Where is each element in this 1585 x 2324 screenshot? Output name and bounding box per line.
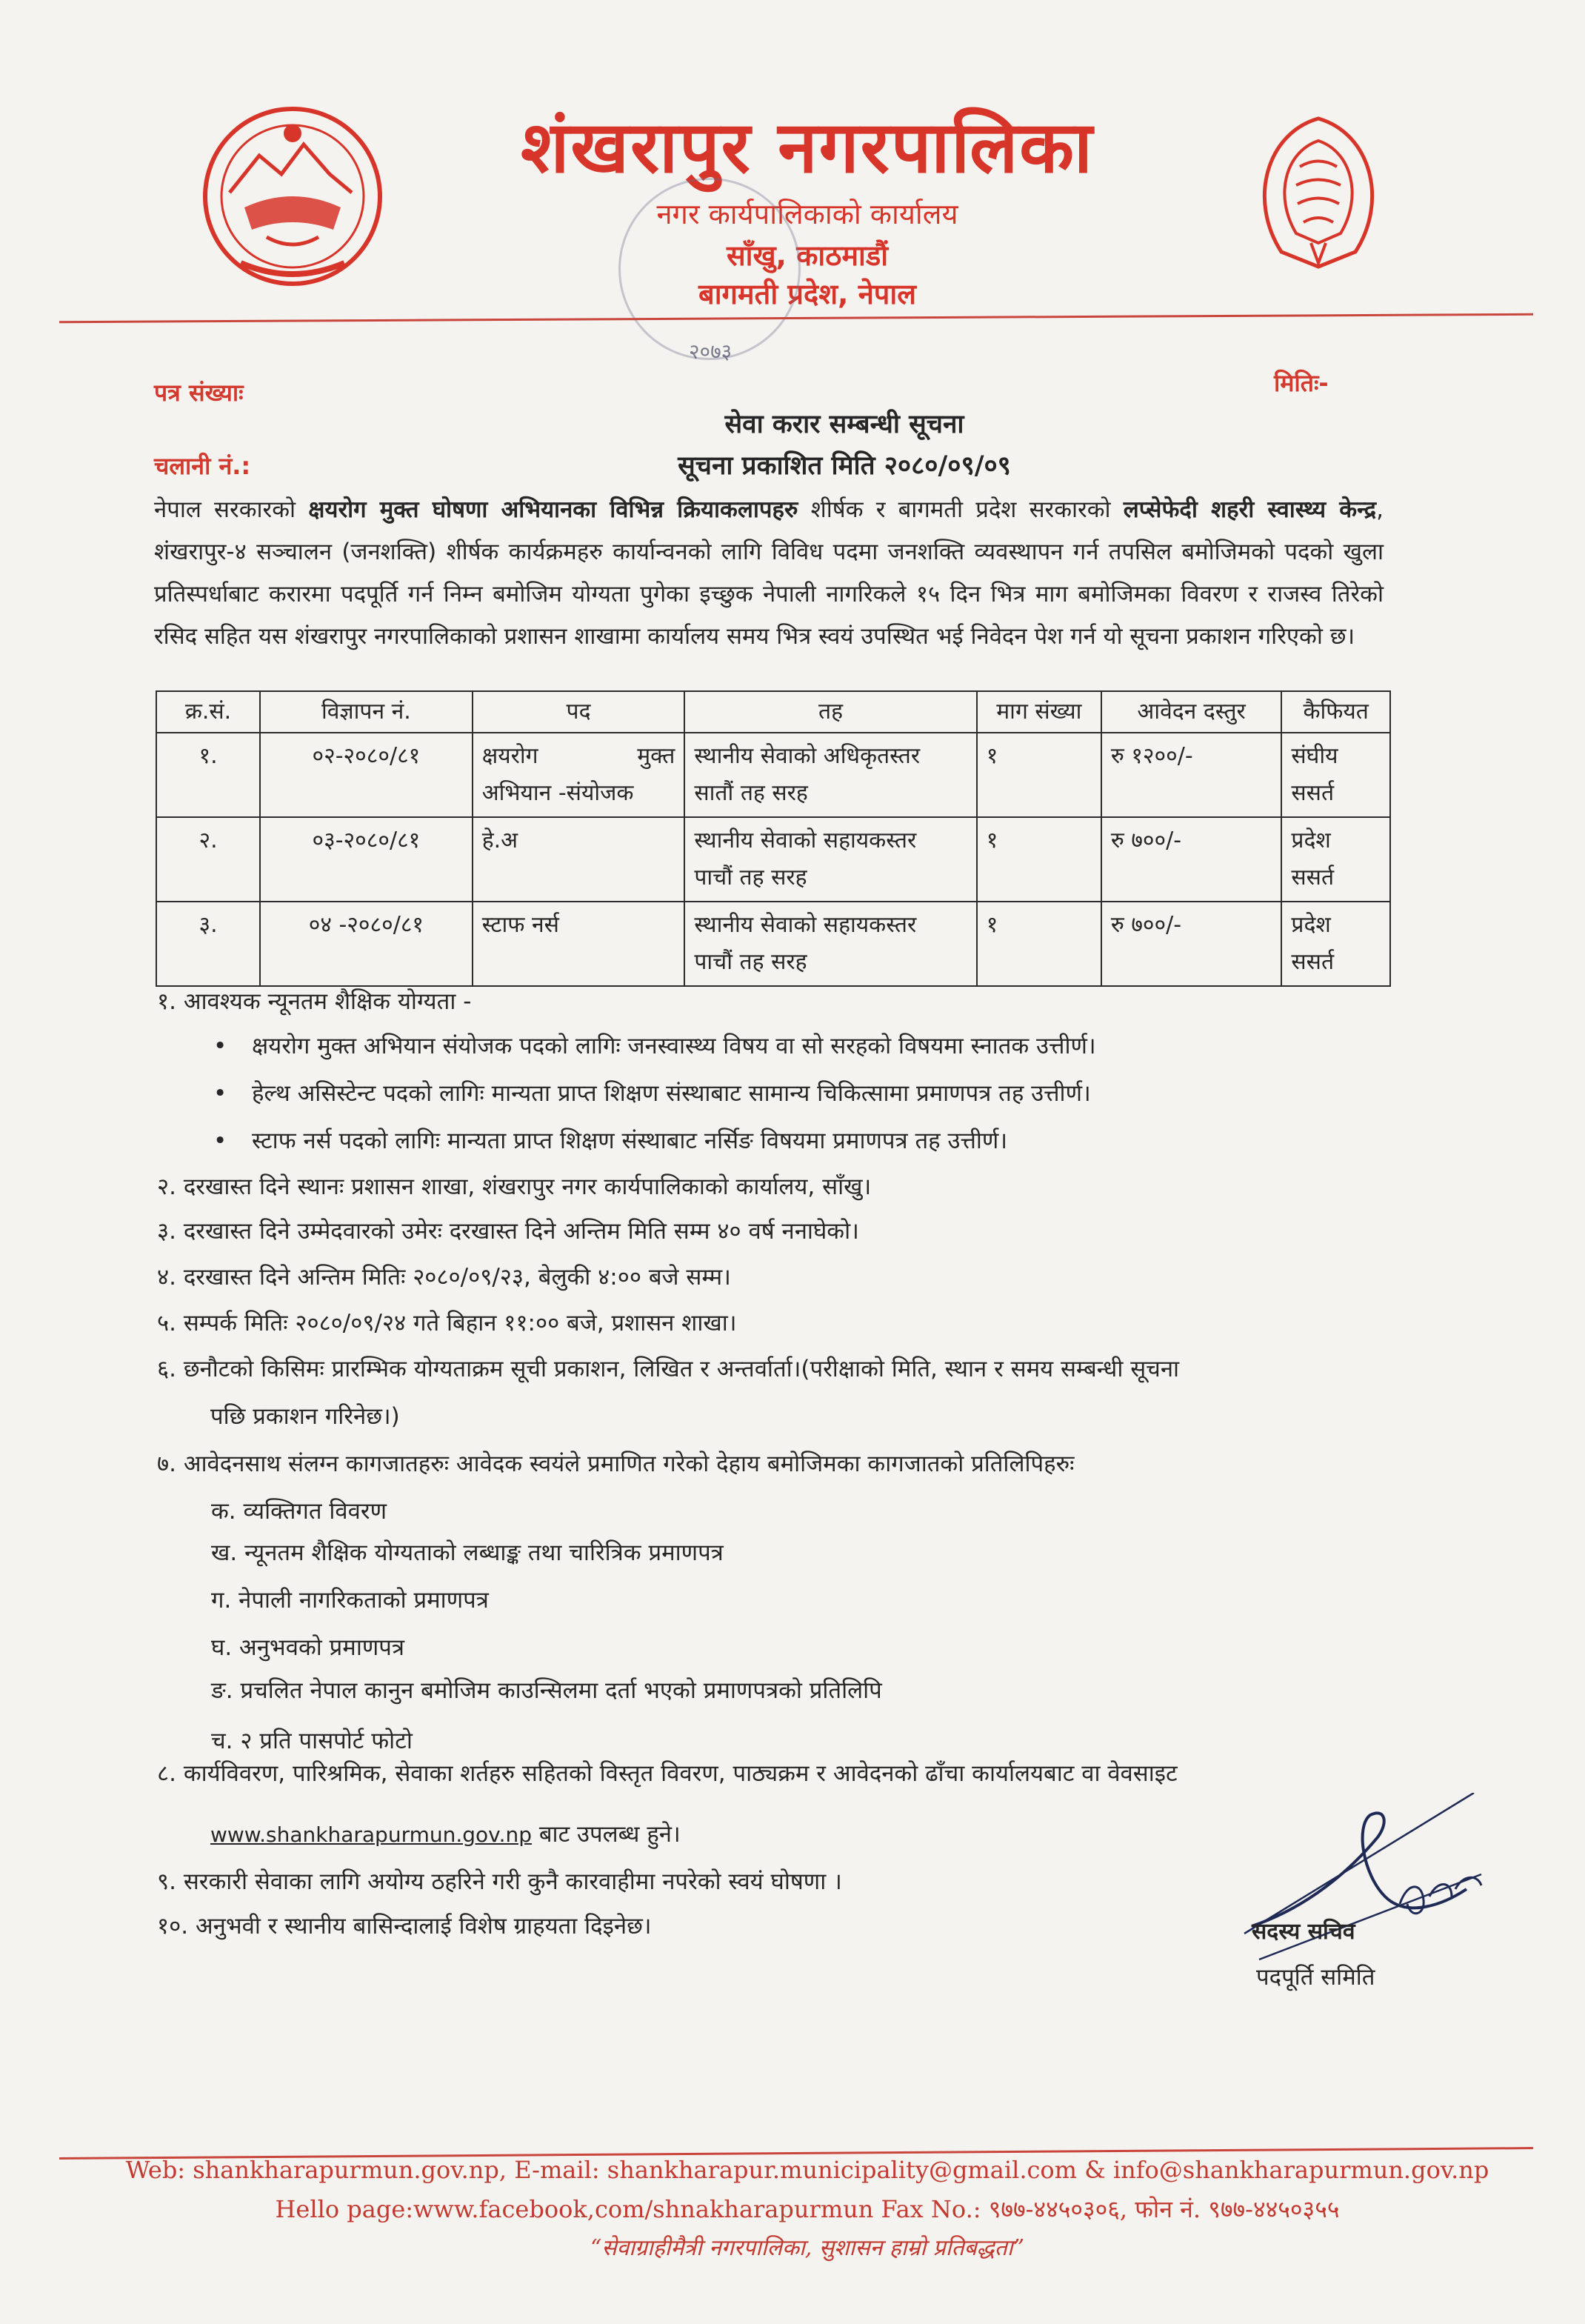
qualification-bullet: • स्टाफ नर्स पदको लागिः मान्यता प्राप्त शिक्षण संस्थाबाट नर्सिङ विषयमा प्रमाणपत्र तह उत्तीर्ण।	[252, 1119, 1407, 1163]
col-header-remarks: कैफियत	[1281, 691, 1390, 733]
remark-line: ससर्त	[1291, 780, 1335, 806]
cell-remarks	[1281, 733, 1390, 817]
footer-contact: Web: shankharapurmun.gov.np, E-mail: shankharapur.municipality@gmail.com & info@shankharapurmun.gov.np	[125, 2156, 1489, 2184]
level-line: पाचौं तह सरह	[694, 865, 807, 890]
cell-level	[684, 733, 976, 817]
cell-post	[473, 733, 685, 817]
list-item-declaration: ९. सरकारी सेवाका लागि अयोग्य ठहरिने गरी कुनै कारवाहीमा नपरेको स्वयं घोषणा ।	[157, 1868, 842, 1895]
list-item-selection: ६. छनौटको किसिमः प्रारम्भिक योग्यताक्रम सूची प्रकाशन, लिखित र अन्तर्वार्ता।(परीक्षाको मिति, स्थान र समय सम्बन्धी सूचना	[157, 1356, 1180, 1382]
list-item-contact: ५. सम्पर्क मितिः २०८०/०९/२४ गते बिहान ११:०० बजे, प्रशासन शाखा।	[157, 1310, 737, 1336]
document-item: च. २ प्रति पासपोर्ट फोटो	[211, 1728, 413, 1754]
notice-published-date: सूचना प्रकाशित मिति २०८०/०९/०९	[678, 451, 1011, 481]
remark-line: प्रदेश	[1291, 912, 1331, 938]
date-label: मितिः-	[1274, 369, 1329, 397]
list-item-age: ३. दरखास्त दिने उम्मेदवारको उमेरः दरखास्त दिने अन्तिम मिति सम्म ४० वर्ष ननाघेको।	[157, 1218, 859, 1245]
footer-slogan: “सेवाग्राहीमैत्री नगरपालिका, सुशासन हाम्रो प्रतिबद्धता”	[590, 2235, 1024, 2261]
cell-remarks	[1281, 902, 1390, 986]
cell-sn: २.	[156, 817, 260, 902]
signatory-title: सदस्य सचिव	[1252, 1919, 1355, 1945]
remark-line: प्रदेश	[1291, 828, 1331, 853]
col-header-post: पद	[473, 691, 685, 733]
cell-fee: रु १२००/-	[1101, 733, 1282, 817]
conch-logo-icon	[1244, 111, 1392, 274]
notice-title: सेवा करार सम्बन्धी सूचना	[724, 410, 964, 439]
intro-program-1: क्षयरोग मुक्त घोषणा अभियानका विभिन्न क्रियाकलापहरु	[308, 496, 798, 523]
table-header-row	[156, 691, 1390, 733]
office-name: नगर कार्यपालिकाको कार्यालय	[656, 198, 958, 230]
cell-post: स्टाफ नर्स	[473, 902, 685, 986]
cell-fee: रु ७००/-	[1101, 902, 1282, 986]
remark-line: ससर्त	[1291, 865, 1335, 890]
document-item: ख. न्यूनतम शैक्षिक योग्यताको लब्धाङ्क तथा चारित्रिक प्रमाणपत्र	[211, 1539, 724, 1566]
document-item: घ. अनुभवको प्रमाणपत्र	[211, 1634, 404, 1661]
cell-count: १	[977, 733, 1101, 817]
website-link[interactable]: www.shankharapurmun.gov.np	[210, 1822, 532, 1847]
col-header-ad-no: विज्ञापन नं.	[260, 691, 473, 733]
post-line: अभियान -संयोजक	[481, 780, 634, 806]
list-item-preference: १०. अनुभवी र स्थानीय बासिन्दालाई विशेष ग्राहयता दिइनेछ।	[157, 1913, 652, 1940]
cell-sn: १.	[156, 733, 260, 817]
qualification-bullet: • हेल्थ असिस्टेन्ट पदको लागिः मान्यता प्राप्त शिक्षण संस्थाबाट सामान्य चिकित्सामा प्रमाणपत्र तह उत्तीर्ण।	[252, 1071, 1407, 1116]
footer-social: Hello page:www.facebook,com/shnakharapurmun Fax No.: ९७७-४४५०३०६, फोन नं. ९७७-४४५०३५५	[275, 2195, 1340, 2223]
cell-level	[684, 902, 976, 986]
table-row	[156, 817, 1390, 902]
list-item-place: २. दरखास्त दिने स्थानः प्रशासन शाखा, शंखरापुर नगर कार्यपालिकाको कार्यालय, साँखु।	[157, 1173, 872, 1200]
level-line: स्थानीय सेवाको सहायकस्तर	[694, 912, 917, 938]
cell-sn: ३.	[156, 902, 260, 986]
col-header-level: तह	[684, 691, 976, 733]
header-divider	[59, 313, 1533, 323]
stamp-year: २०७३	[689, 339, 733, 364]
nepal-emblem-icon	[200, 104, 385, 289]
intro-text: शीर्षक र बागमती प्रदेश सरकारको	[798, 496, 1124, 523]
letter-number-label: पत्र संख्याः	[154, 379, 244, 407]
office-stamp	[618, 178, 801, 360]
table-row	[156, 733, 1390, 817]
dispatch-number-label: चलानी नं.:	[154, 452, 251, 480]
level-line: स्थानीय सेवाको सहायकस्तर	[694, 828, 917, 853]
cell-ad-no: ०३-२०८०/८१	[260, 817, 473, 902]
office-province: बागमती प्रदेश, नेपाल	[698, 278, 916, 310]
document-item: ग. नेपाली नागरिकताको प्रमाणपत्र	[211, 1587, 489, 1614]
details-tail: बाट उपलब्ध हुने।	[532, 1821, 681, 1848]
level-line: पाचौं तह सरह	[694, 949, 807, 975]
level-line: स्थानीय सेवाको अधिकृतस्तर	[694, 743, 921, 769]
document-item: ङ. प्रचलित नेपाल कानुन बमोजिम काउन्सिलमा दर्ता भएको प्रमाणपत्रको प्रतिलिपि	[211, 1677, 882, 1704]
posts-table	[156, 690, 1391, 987]
cell-ad-no: ०४ -२०८०/८१	[260, 902, 473, 986]
cell-count: १	[977, 817, 1101, 902]
remark-line: ससर्त	[1291, 949, 1335, 975]
list-item-selection-cont: पछि प्रकाशन गरिनेछ।)	[210, 1403, 400, 1430]
list-item-details: ८. कार्यविवरण, पारिश्रमिक, सेवाका शर्तहरु सहितको विस्तृत विवरण, पाठ्यक्रम र आवेदनको ढाँचा कार्यालयबाट वा वेवसाइट	[157, 1760, 1178, 1787]
cell-count: १	[977, 902, 1101, 986]
qualification-bullet: • क्षयरोग मुक्त अभियान संयोजक पदको लागिः जनस्वास्थ्य विषय वा सो सरहको विषयमा स्नातक उत्तीर्ण।	[252, 1024, 1407, 1068]
col-header-count: माग संख्या	[977, 691, 1101, 733]
cell-post: हे.अ	[473, 817, 685, 902]
level-line: सातौं तह सरह	[694, 780, 808, 806]
document-item: क. व्यक्तिगत विवरण	[211, 1498, 387, 1525]
table-row	[156, 902, 1390, 986]
cell-fee: रु ७००/-	[1101, 817, 1282, 902]
list-item-qualification: १. आवश्यक न्यूनतम शैक्षिक योग्यता -	[157, 988, 472, 1015]
municipality-name: शंखरापुर नगरपालिका	[521, 106, 1094, 189]
intro-text: नेपाल सरकारको	[154, 496, 309, 523]
cell-remarks	[1281, 817, 1390, 902]
notice-intro	[154, 489, 1384, 658]
intro-program-2: लप्सेफेदी शहरी स्वास्थ्य केन्द्र	[1123, 496, 1377, 523]
office-place: साँखु, काठमाडौं	[726, 239, 889, 272]
list-item-documents: ७. आवेदनसाथ संलग्न कागजातहरुः आवेदक स्वयंले प्रमाणित गरेको देहाय बमोजिमका कागजातको प्रतिलिपिहरुः	[157, 1451, 1075, 1477]
cell-level	[684, 817, 976, 902]
post-word: मुक्त	[637, 743, 675, 769]
intro-text: , शंखरापुर-४ सञ्चालन (जनशक्ति) शीर्षक कार्यक्रमहरु कार्यान्वनको लागि विविध पदमा जनशक्ति व्यवस्थापन गर्न तपसिल बमोजिमको पदको खुला प्रतिस्पर्धाबाट करारमा पदपूर्ति गर्न निम्न बमोजिम योग्यता पुगेका इच्छुक नेपाली नागरिकले १५ दिन भित्र माग बमोजिमका विवरण र राजस्व तिरेको रसिद सहित यस शंखरापुर नगरपालिकाको प्रशासन शाखामा कार्यालय समय भित्र स्वयं उपस्थित भई निवेदन पेश गर्न यो सूचना प्रकाशन गरिएको छ।	[154, 496, 1384, 650]
col-header-fee: आवेदन दस्तुर	[1101, 691, 1282, 733]
col-header-sn: क्र.सं.	[156, 691, 260, 733]
post-word: क्षयरोग	[481, 743, 538, 769]
remark-line: संघीय	[1291, 743, 1338, 769]
cell-ad-no: ०२-२०८०/८१	[260, 733, 473, 817]
list-item-deadline: ४. दरखास्त दिने अन्तिम मितिः २०८०/०९/२३, बेलुकी ४:०० बजे सम्म।	[157, 1264, 731, 1291]
committee-name: पदपूर्ति समिति	[1256, 1964, 1375, 1991]
